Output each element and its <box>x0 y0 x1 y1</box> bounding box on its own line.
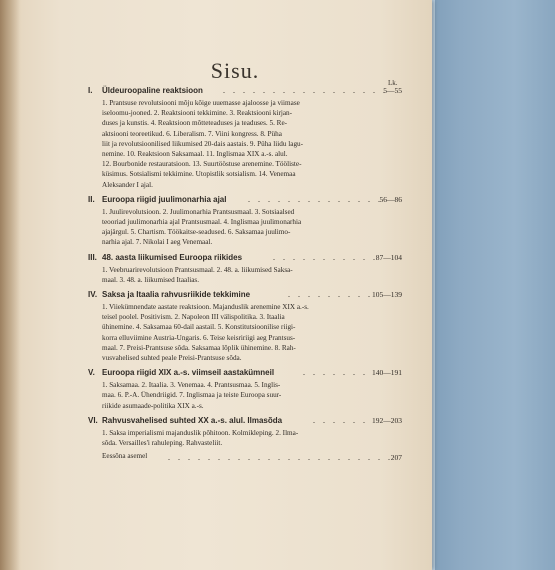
toc-entry-heading <box>88 253 400 265</box>
section-number: II. <box>88 194 95 204</box>
toc-entry-heading <box>88 368 400 380</box>
section-number: I. <box>88 86 93 95</box>
section-title: Euroopa riigid juulimonarhia ajal <box>102 194 227 204</box>
section-number: V. <box>88 368 95 378</box>
section-contents <box>102 380 400 414</box>
content-line: riikide asumaade-politika XIX a.-s. <box>102 401 204 410</box>
section-pages: 5—55 <box>383 86 402 95</box>
content-line: ajajärgul. 5. Chartism. Töökaitse-seadused. 6. Saksamaa juulimo- <box>102 228 291 237</box>
dot-leader: . . . . . . . . . . . . . . <box>248 194 383 204</box>
section-contents <box>102 265 400 288</box>
toc-entry-heading <box>88 86 400 98</box>
content-line: aktsiooni teoreetikud. 6. Liberalism. 7. Viini kongress. 8. Püha <box>102 129 282 138</box>
content-line: küsimus. Sotsialismi tekkimine. Utopistlik sotsialism. 14. Venemaa <box>102 170 296 179</box>
page-gutter-shadow <box>0 0 20 570</box>
content-line: duses ja kunstis. 4. Reaktsioon mõtteteaduses ja teaduses. 5. Re- <box>102 119 288 128</box>
content-line: ühinemine. 4. Saksamaa 60-dail aastail. 5. Konstitutsioonilise riigi- <box>102 323 296 332</box>
page-title: Sisu. <box>210 58 260 83</box>
toc-entry-heading <box>88 416 400 428</box>
toc-entry-heading <box>88 290 400 302</box>
content-line: 1. Saksamaa. 2. Itaalia. 3. Venemaa. 4. Prantsusmaa. 5. Inglis- <box>102 381 281 390</box>
content-line: liit ja revolutsioonilised liikumised 20-dais aastais. 9. Püha liidu lagu- <box>102 139 304 148</box>
section-pages: 192—203 <box>372 415 402 425</box>
book-cover <box>420 0 555 570</box>
dot-leader: . . . . . . . . . . . . . . . . . <box>223 86 388 95</box>
toc-entry <box>88 86 400 193</box>
final-entry-pages: 207 <box>390 453 402 463</box>
dot-leader: . . . . . . . . . . . <box>273 252 378 262</box>
section-pages: 105—139 <box>372 290 402 300</box>
dot-leader: . . . . . . . . . <box>288 290 373 300</box>
content-line: vusvahelised suhted peale Preisi-Prantsuse sõda. <box>102 354 242 363</box>
section-pages: 140—191 <box>372 368 402 378</box>
content-line: teisel poolel. Positivism. 2. Napoleon III välispolitika. 3. Itaalia <box>102 313 285 322</box>
toc-entry <box>88 416 400 451</box>
final-entry-label: Eessõna asemel <box>102 452 148 461</box>
section-contents <box>102 98 400 193</box>
toc-entry <box>88 368 400 414</box>
content-line: narhia ajal. 7. Nikolai I aeg Venemaal. <box>102 238 213 247</box>
toc-entry-preface <box>88 453 400 465</box>
page-column-label: Lk. <box>388 79 398 87</box>
content-line: Aleksander I ajal. <box>102 180 153 189</box>
content-line: iseloomu-jooned. 2. Reaktsiooni tekkimine. 3. Reaktsiooni kirjan- <box>102 109 293 118</box>
content-line: 1. Saksa imperialismi majanduslik põhitoon. Kolmikleping. 2. Ilma- <box>102 428 299 437</box>
section-contents <box>102 207 400 251</box>
dot-leader: . . . . . . . . . . . . . . . . . . . . . . . <box>168 453 393 463</box>
section-title: 48. aasta liikumised Euroopa riikides <box>102 252 243 262</box>
section-title: Saksa ja Itaalia rahvusriikide tekkimine <box>102 290 251 300</box>
content-line: 1. Viiekümnendate aastate reaktsioon. Majanduslik arenemine XIX a.-s. <box>102 303 309 312</box>
content-line: 1. Prantsuse revolutsiooni mõju kõige uuemasse ajaloosse ja viimase <box>102 99 300 107</box>
toc-entry <box>88 290 400 366</box>
content-line: maal. 3. 48. a. liikumised Itaalias. <box>102 275 200 284</box>
content-line: nemine. 10. Reaktsioon Saksamaal. 11. Inglismaa XIX a.-s. alul. <box>102 150 288 159</box>
section-number: III. <box>88 252 97 262</box>
section-title: Euroopa riigid XIX a.-s. viimseil aastakümneil <box>102 368 275 378</box>
toc-entry <box>88 195 400 251</box>
section-title: Üldeuroopaline reaktsioon <box>102 86 203 95</box>
section-contents <box>102 428 400 451</box>
content-line: korra elluviimine Austria-Ungaris. 6. Teise keisririigi aeg Prantsus- <box>102 333 296 342</box>
section-title: Rahvusvahelised suhted XX a.-s. alul. Ilmasõda <box>102 415 283 425</box>
table-of-contents <box>88 86 400 467</box>
dot-leader: . . . . . . . <box>303 368 368 378</box>
toc-entry <box>88 253 400 288</box>
content-line: maal. 7. Preisi-Prantsuse sõda. Saksamaa lõplik ühinemine. 8. Rah- <box>102 343 296 352</box>
content-line: 1. Juulirevolutsioon. 2. Juulimonarhia Prantsusmaal. 3. Sotsiaalsed <box>102 207 295 216</box>
content-line: 1. Veebruarirevolutsioon Prantsusmaal. 2. 48. a. liikumised Saksa- <box>102 265 293 274</box>
dot-leader: . . . . . . <box>313 415 368 425</box>
content-line: 12. Bourbonide restauratsioon. 13. Suurtööstuse arenemine. Tööliste- <box>102 160 302 169</box>
section-pages: 87—104 <box>375 252 402 262</box>
section-contents <box>102 302 400 366</box>
section-pages: 56—86 <box>379 194 402 204</box>
toc-entry-heading <box>88 453 400 465</box>
section-number: VI. <box>88 415 98 425</box>
toc-entry-heading <box>88 195 400 207</box>
section-number: IV. <box>88 290 98 300</box>
content-line: sõda. Versailles'i rahuleping. Rahvasteliit. <box>102 439 223 448</box>
content-line: maa. 6. P.-A. Ühendriigid. 7. Inglismaa ja teiste Euroopa suur- <box>102 391 282 400</box>
content-line: teooriad juulimonarhia ajal Prantsusmaal. 4. Inglismaa juulimonarhia <box>102 218 302 227</box>
